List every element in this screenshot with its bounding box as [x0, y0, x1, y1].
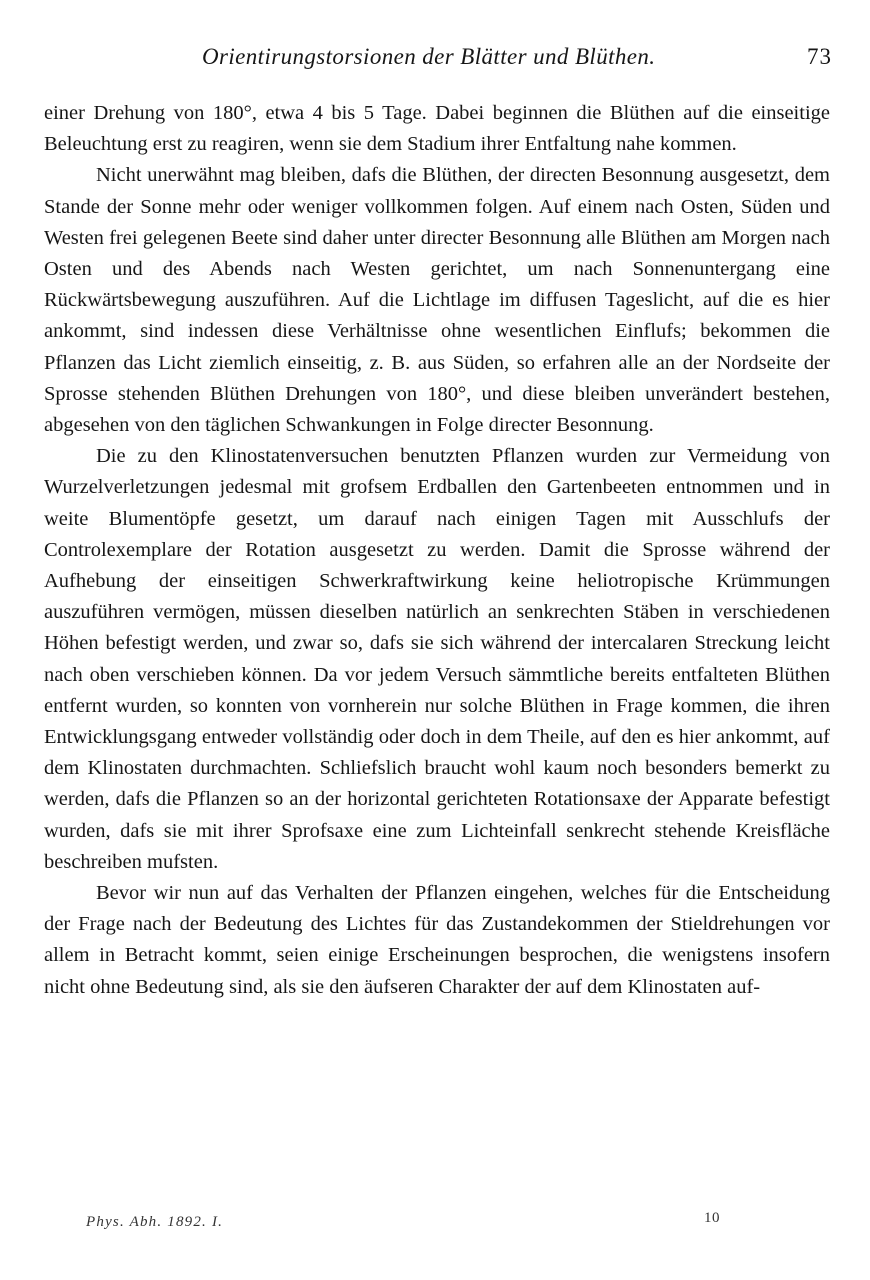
page-footer	[44, 1210, 830, 1240]
footer-source: Phys. Abh. 1892. I.	[86, 1214, 224, 1230]
signature-mark: 10	[704, 1210, 720, 1226]
paragraph-2: Nicht unerwähnt mag bleiben, dafs die Blüthen, der directen Besonnung ausgesetzt, dem Stande der Sonne mehr oder weniger vollkommen folgen. Auf einem nach Osten, Süden und Westen frei gelegenen Beete sind daher unter directer Besonnung alle Blüthen am Morgen nach Osten und des Abends nach Westen gerichtet, um nach Sonnenuntergang eine Rückwärtsbewegung auszuführen. Auf die Lichtlage im diffusen Tageslicht, auf die es hier ankommt, sind indessen diese Verhältnisse ohne wesentlichen Einflufs; bekommen die Pflanzen das Licht ziemlich einseitig, z. B. aus Süden, so erfahren alle an der Nordseite der Sprosse stehenden Blüthen Drehungen von 180°, und diese bleiben unverändert bestehen, abgesehen von den täglichen Schwankungen in Folge directer Besonnung.	[44, 164, 830, 437]
running-title: Orientirungstorsionen der Blätter und Blüthen.	[202, 44, 656, 69]
paragraph-1: einer Drehung von 180°, etwa 4 bis 5 Tage. Dabei beginnen die Blüthen auf die einseitige Beleuchtung erst zu reagiren, wenn sie dem Stadium ihrer Entfaltung nahe kommen.	[44, 102, 830, 156]
paragraph-4: Bevor wir nun auf das Verhalten der Pflanzen eingehen, welches für die Entscheidung der Frage nach der Bedeutung des Lichtes für das Zustandekommen der Stieldrehungen vor allem in Betracht kommt, seien einige Erscheinungen besprochen, die wenigstens insofern nicht ohne Bedeutung sind, als sie den äufseren Charakter der auf dem Klinostaten auf-	[44, 882, 830, 998]
running-header	[44, 44, 832, 78]
paragraph-3: Die zu den Klinostatenversuchen benutzten Pflanzen wurden zur Vermeidung von Wurzelverletzungen jedesmal mit grofsem Erdballen den Gartenbeeten entnommen und in weite Blumentöpfe gesetzt, um darauf nach einigen Tagen mit Ausschlufs der Controlexemplare der Rotation ausgesetzt zu werden. Damit die Sprosse während der Aufhebung der einseitigen Schwerkraftwirkung keine heliotropische Krümmungen auszuführen vermögen, müssen dieselben natürlich an senkrechten Stäben in verschiedenen Höhen befestigt werden, und zwar so, dafs sie sich während der intercalaren Streckung leicht nach oben verschieben können. Da vor jedem Versuch sämmtliche bereits entfalteten Blüthen entfernt wurden, so konnten von vornherein nur solche Blüthen in Frage kommen, die ihren Entwicklungsgang entweder vollständig oder doch in dem Theile, auf den es hier ankommt, auf dem Klinostaten durchmachten. Schliefslich braucht wohl kaum noch besonders bemerkt zu werden, dafs die Pflanzen so an der horizontal gerichteten Rotationsaxe der Apparate befestigt wurden, dafs sie mit ihrer Sprofsaxe eine zum Lichteinfall senkrecht stehende Kreisfläche beschreiben mufsten.	[44, 445, 830, 873]
page-number: 73	[807, 44, 832, 69]
body-text	[44, 98, 830, 1003]
